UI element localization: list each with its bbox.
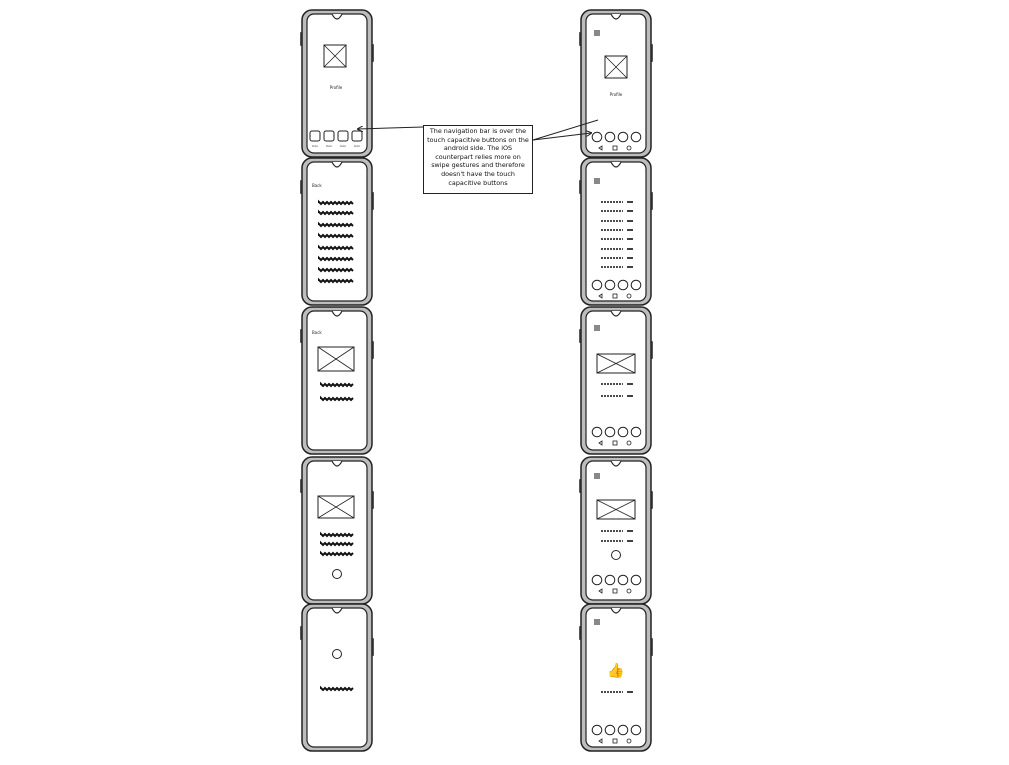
annotation-text: The navigation bar is over the touch capacitive buttons on the android side. The iOS counterpart relies more on swipe gestures and therefore doesn't have the touch capacitive buttons <box>427 127 529 187</box>
ios-list-item-5 <box>319 247 353 249</box>
ios-tab-icon-2[interactable] <box>324 131 334 141</box>
annotation-note <box>423 125 533 194</box>
ios-tab-icon-4[interactable] <box>352 131 362 141</box>
thumbs-up-icon: 👍 <box>607 663 625 679</box>
android-screen-2-nav-button-3[interactable] <box>618 280 628 290</box>
ios-list-item-1 <box>319 202 353 204</box>
ios-list-back-label[interactable]: Back <box>312 183 322 188</box>
ios-tab-label-3: Icon <box>339 144 347 148</box>
android-screen-1-nav-button-1[interactable] <box>592 132 602 142</box>
android-screen-2-nav-button-2[interactable] <box>605 280 615 290</box>
android-screen-3-nav-button-4[interactable] <box>631 427 641 437</box>
ios-detail-back-label[interactable]: Back <box>312 330 322 335</box>
android-action-button[interactable] <box>612 551 621 560</box>
ios-profile-title: Profile <box>329 85 343 90</box>
ios-list-item-3 <box>319 224 353 226</box>
android-screen-4-nav-button-1[interactable] <box>592 575 602 585</box>
android-screen-4-nav-button-4[interactable] <box>631 575 641 585</box>
android-screen-1-nav-button-3[interactable] <box>618 132 628 142</box>
ios-list-item-4 <box>319 235 353 237</box>
android-screen-5-nav-button-4[interactable] <box>631 725 641 735</box>
android-screen-2-nav-button-4[interactable] <box>631 280 641 290</box>
ios-tab-label-2: Icon <box>325 144 333 148</box>
ios-action-button[interactable] <box>333 570 342 579</box>
ios-list-item-6 <box>319 258 353 260</box>
android-screen-3-nav-button-2[interactable] <box>605 427 615 437</box>
android-profile-title: Profile <box>609 92 623 97</box>
ios-list-item-2 <box>319 212 353 214</box>
ios-phone-5-screen <box>307 608 367 747</box>
ios-tab-icon-1[interactable] <box>310 131 320 141</box>
android-screen-3-nav-button-3[interactable] <box>618 427 628 437</box>
android-screen-4-nav-button-3[interactable] <box>618 575 628 585</box>
ios-phone-4-screen <box>307 461 367 600</box>
ios-tab-icon-3[interactable] <box>338 131 348 141</box>
android-screen-3-nav-button-1[interactable] <box>592 427 602 437</box>
ios-list-item-7 <box>319 269 353 271</box>
android-screen-5-nav-button-1[interactable] <box>592 725 602 735</box>
android-screen-4-nav-button-2[interactable] <box>605 575 615 585</box>
android-screen-1-nav-button-4[interactable] <box>631 132 641 142</box>
android-screen-2-nav-button-1[interactable] <box>592 280 602 290</box>
ios-tab-label-1: Icon <box>311 144 319 148</box>
android-screen-1-nav-button-2[interactable] <box>605 132 615 142</box>
android-screen-5-nav-button-3[interactable] <box>618 725 628 735</box>
ios-confirm-circle <box>333 650 342 659</box>
ios-list-item-8 <box>319 280 353 282</box>
android-screen-5-nav-button-2[interactable] <box>605 725 615 735</box>
ios-tab-label-4: Icon <box>353 144 361 148</box>
